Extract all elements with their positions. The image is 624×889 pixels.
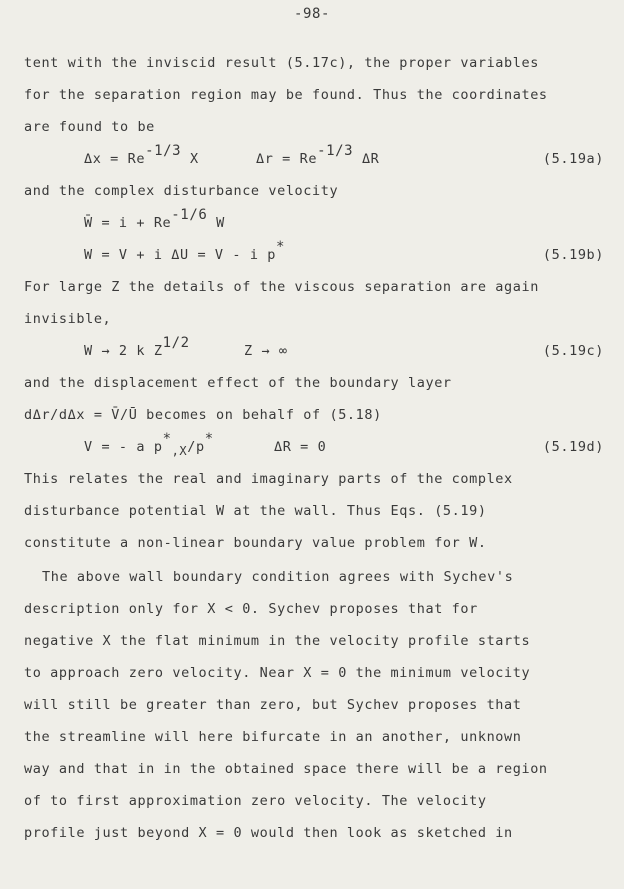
text-line: tent with the inviscid result (5.17c), the proper variables bbox=[24, 55, 539, 71]
text-line: and the complex disturbance velocity bbox=[24, 183, 339, 199]
text-line: of to first approximation zero velocity. The velocity bbox=[24, 793, 487, 809]
text-line: disturbance potential W at the wall. Thus Eqs. (5.19) bbox=[24, 503, 487, 519]
text-line: The above wall boundary condition agrees with Sychev's bbox=[42, 569, 514, 585]
equation-number-5-19d: (5.19d) bbox=[542, 439, 604, 455]
equation-5-19d-condition: ΔR = 0 bbox=[274, 439, 327, 455]
text-line: constitute a non-linear boundary value problem for W. bbox=[24, 535, 487, 551]
text-line: negative X the flat minimum in the velocity profile starts bbox=[24, 633, 531, 649]
equation-5-19c: W → 2 k $Z^{1/2}$ bbox=[84, 335, 190, 359]
equation-number-5-19c: (5.19c) bbox=[542, 343, 604, 359]
equation-5-19a-x: $\Delta x = Re^{-1/3}$ X bbox=[84, 143, 199, 167]
equation-5-19d: V = - a $p^*_{,X}/p^*$ bbox=[84, 431, 214, 458]
text-line: way and that in in the obtained space there will be a region bbox=[24, 761, 548, 777]
equation-5-19b-1: W̄ = $i + Re^{-1/6}$ W bbox=[84, 207, 225, 231]
text-line: the streamline will here bifurcate in an another, unknown bbox=[24, 729, 522, 745]
text-line: will still be greater than zero, but Sychev proposes that bbox=[24, 697, 522, 713]
text-line: are found to be bbox=[24, 119, 155, 135]
text-line: For large Z the details of the viscous separation are again bbox=[24, 279, 539, 295]
text-line: for the separation region may be found. Thus the coordinates bbox=[24, 87, 548, 103]
text-line: This relates the real and imaginary parts of the complex bbox=[24, 471, 513, 487]
text-line-with-math: dΔr/dΔx = V̄/Ū becomes on behalf of (5.18) bbox=[24, 407, 382, 423]
text-line: to approach zero velocity. Near X = 0 the minimum velocity bbox=[24, 665, 531, 681]
equation-number-5-19a: (5.19a) bbox=[542, 151, 604, 167]
text-line: invisible, bbox=[24, 311, 112, 327]
equation-5-19b-2: W = V + i ΔU = V - i p* bbox=[84, 239, 286, 263]
equation-number-5-19b: (5.19b) bbox=[542, 247, 604, 263]
text-line: description only for X < 0. Sychev proposes that for bbox=[24, 601, 478, 617]
text-line: and the displacement effect of the boundary layer bbox=[24, 375, 452, 391]
equation-5-19c-condition: Z → ∞ bbox=[244, 343, 288, 359]
text-line: profile just beyond X = 0 would then look as sketched in bbox=[24, 825, 513, 841]
equation-5-19a-r: $\Delta r = Re^{-1/3}$ ΔR bbox=[256, 143, 380, 167]
page-number: -98- bbox=[293, 6, 331, 22]
